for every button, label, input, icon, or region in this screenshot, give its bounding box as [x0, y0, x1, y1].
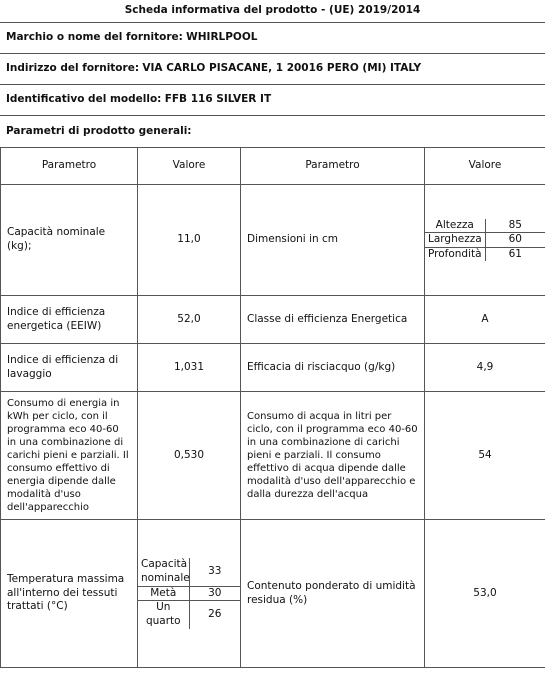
table-header-row: [1, 148, 545, 185]
col-param2-header: Parametro: [241, 148, 425, 185]
rinsing-value: 4,9: [425, 344, 545, 392]
rinsing-label: Efficacia di risciacquo (g/kg): [241, 344, 425, 392]
address-row: [0, 53, 545, 84]
temp-quarter-label: Un quarto: [138, 601, 189, 629]
temperature-subtable: [138, 558, 240, 628]
table-row: [1, 185, 545, 296]
washing-index-label: Indice di efficienza di lavaggio: [1, 344, 138, 392]
model-value: FFB 116 SILVER IT: [164, 93, 272, 106]
col-value-header: Valore: [138, 148, 241, 185]
temp-half-value: 30: [189, 586, 240, 601]
water-consumption-value: 54: [425, 392, 545, 520]
eei-label: Indice di efficienza energetica (EEIW): [1, 296, 138, 344]
energy-class-value: A: [425, 296, 545, 344]
supplier-label: Marchio o nome del fornitore:: [6, 31, 183, 44]
table-row: [1, 520, 545, 668]
supplier-row: [0, 22, 545, 53]
washing-index-value: 1,031: [138, 344, 241, 392]
table-row: [1, 344, 545, 392]
height-label: Altezza: [425, 219, 485, 233]
dimensions-subtable-cell: [425, 185, 545, 296]
water-consumption-label: Consumo di acqua in litri per ciclo, con il programma eco 40-60 in una combinazione di carichi pieni e parziali. Il consumo effettivo di acqua dipende dalle modalità d'uso dell'apparecchio e dalla durezza dell'acqua: [241, 392, 425, 520]
eei-value: 52,0: [138, 296, 241, 344]
temp-half-label: Metà: [138, 586, 189, 601]
width-label: Larghezza: [425, 233, 485, 248]
table-row: [1, 296, 545, 344]
parameters-table: [0, 147, 545, 668]
depth-value: 61: [508, 247, 522, 260]
height-value: 85: [485, 219, 545, 233]
table-row: [1, 392, 545, 520]
width-value: 60: [485, 233, 545, 248]
model-label: Identificativo del modello:: [6, 93, 162, 106]
supplier-value: WHIRLPOOL: [186, 31, 258, 44]
address-value: VIA CARLO PISACANE, 1 20016 PERO (MI) ITALY: [142, 62, 422, 75]
dimensions-subtable: [425, 219, 545, 262]
params-heading-row: [0, 115, 545, 147]
col-value2-header: Valore: [425, 148, 545, 185]
moisture-value: 53,0: [425, 520, 545, 668]
temp-rated-value: 33: [189, 558, 240, 586]
temp-quarter-value: 26: [208, 608, 222, 621]
capacity-label: Capacità nominale (kg);: [1, 185, 138, 296]
capacity-value: 11,0: [138, 185, 241, 296]
params-heading: Parametri di prodotto generali:: [6, 124, 192, 137]
dimensions-label: Dimensioni in cm: [241, 185, 425, 296]
max-temperature-label: Temperatura massima all'interno dei tessuti trattati (°C): [1, 520, 138, 668]
address-label: Indirizzo del fornitore:: [6, 62, 140, 75]
energy-consumption-value: 0,530: [138, 392, 241, 520]
moisture-label: Contenuto ponderato di umidità residua (%): [241, 520, 425, 668]
temp-rated-label: Capacità nominale: [138, 558, 189, 586]
energy-class-label: Classe di efficienza Energetica: [241, 296, 425, 344]
depth-label: Profondità: [425, 247, 485, 261]
energy-consumption-label: Consumo di energia in kWh per ciclo, con il programma eco 40-60 in una combinazione di carichi pieni e parziali. Il consumo effettivo di energia dipende dalle modalità d'uso dell'apparecchio: [1, 392, 138, 520]
temperature-subtable-cell: [138, 520, 241, 668]
model-row: [0, 84, 545, 115]
sheet-title: Scheda informativa del prodotto - (UE) 2019/2014: [124, 4, 421, 17]
col-param-header: Parametro: [1, 148, 138, 185]
